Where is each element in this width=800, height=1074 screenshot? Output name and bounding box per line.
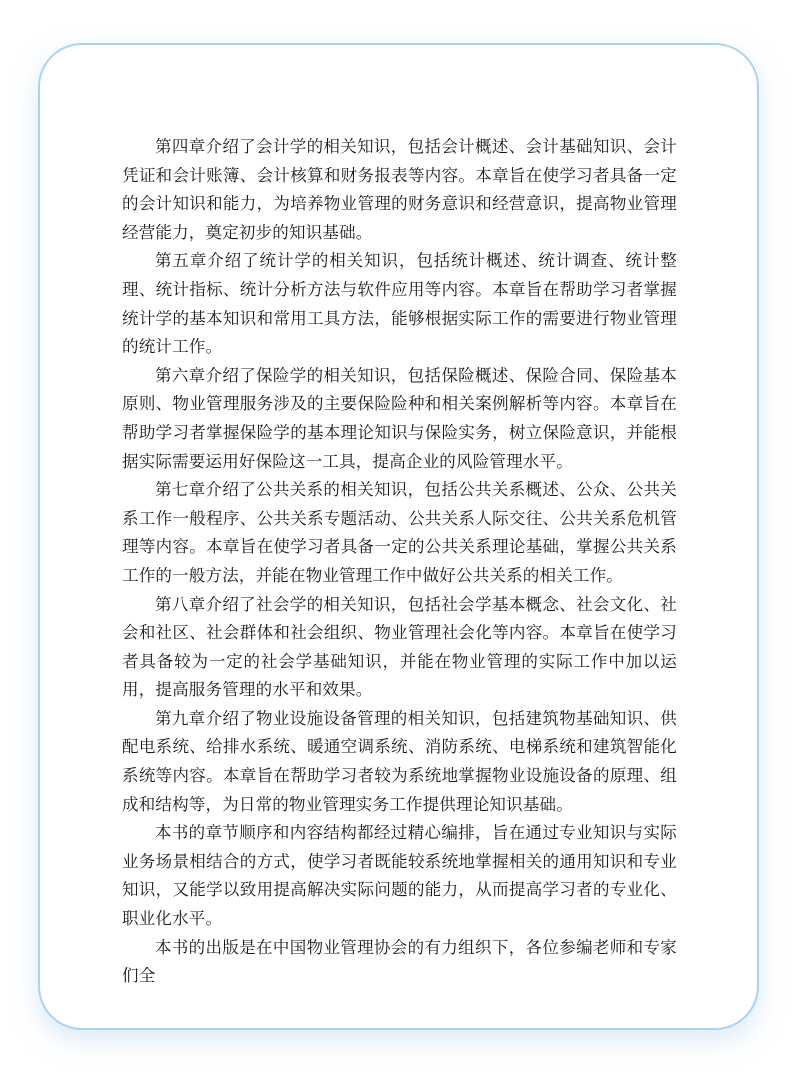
page-card: [38, 43, 759, 1030]
document-body: [122, 133, 677, 991]
paragraph-chapter-9: 第九章介绍了物业设施设备管理的相关知识，包括建筑物基础知识、供配电系统、给排水系统、暖通空调系统、消防系统、电梯系统和建筑智能化系统等内容。本章旨在帮助学习者较为系统地掌握物业设施设备的原理、组成和结构等，为日常的物业管理实务工作提供理论知识基础。: [122, 708, 677, 814]
paragraph-chapter-8: 第八章介绍了社会学的相关知识，包括社会学基本概念、社会文化、社会和社区、社会群体和社会组织、物业管理社会化等内容。本章旨在使学习者具备较为一定的社会学基础知识，并能在物业管理的实际工作中加以运用，提高服务管理的水平和效果。: [122, 594, 677, 700]
paragraph-publication: 本书的出版是在中国物业管理协会的有力组织下，各位参编老师和专家们全: [122, 937, 677, 986]
paragraph-book-structure: 本书的章节顺序和内容结构都经过精心编排，旨在通过专业知识与实际业务场景相结合的方式，使学习者既能较系统地掌握相关的通用知识和专业知识，又能学以致用提高解决实际问题的能力，从而提高学习者的专业化、职业化水平。: [122, 823, 677, 929]
paragraph-chapter-6: 第六章介绍了保险学的相关知识，包括保险概述、保险合同、保险基本原则、物业管理服务涉及的主要保险险种和相关案例解析等内容。本章旨在帮助学习者掌握保险学的基本理论知识与保险实务，树立保险意识，并能根据实际需要运用好保险这一工具，提高企业的风险管理水平。: [122, 365, 677, 471]
paragraph-chapter-7: 第七章介绍了公共关系的相关知识，包括公共关系概述、公众、公共关系工作一般程序、公共关系专题活动、公共关系人际交往、公共关系危机管理等内容。本章旨在使学习者具备一定的公共关系理论基础，掌握公共关系工作的一般方法，并能在物业管理工作中做好公共关系的相关工作。: [122, 480, 677, 585]
paragraph-chapter-4: 第四章介绍了会计学的相关知识，包括会计概述、会计基础知识、会计凭证和会计账簿、会计核算和财务报表等内容。本章旨在使学习者具备一定的会计知识和能力，为培养物业管理的财务意识和经营意识，提高物业管理经营能力，奠定初步的知识基础。: [122, 137, 677, 242]
paragraph-chapter-5: 第五章介绍了统计学的相关知识，包括统计概述、统计调查、统计整理、统计指标、统计分析方法与软件应用等内容。本章旨在帮助学习者掌握统计学的基本知识和常用工具方法，能够根据实际工作的需要进行物业管理的统计工作。: [122, 251, 677, 357]
